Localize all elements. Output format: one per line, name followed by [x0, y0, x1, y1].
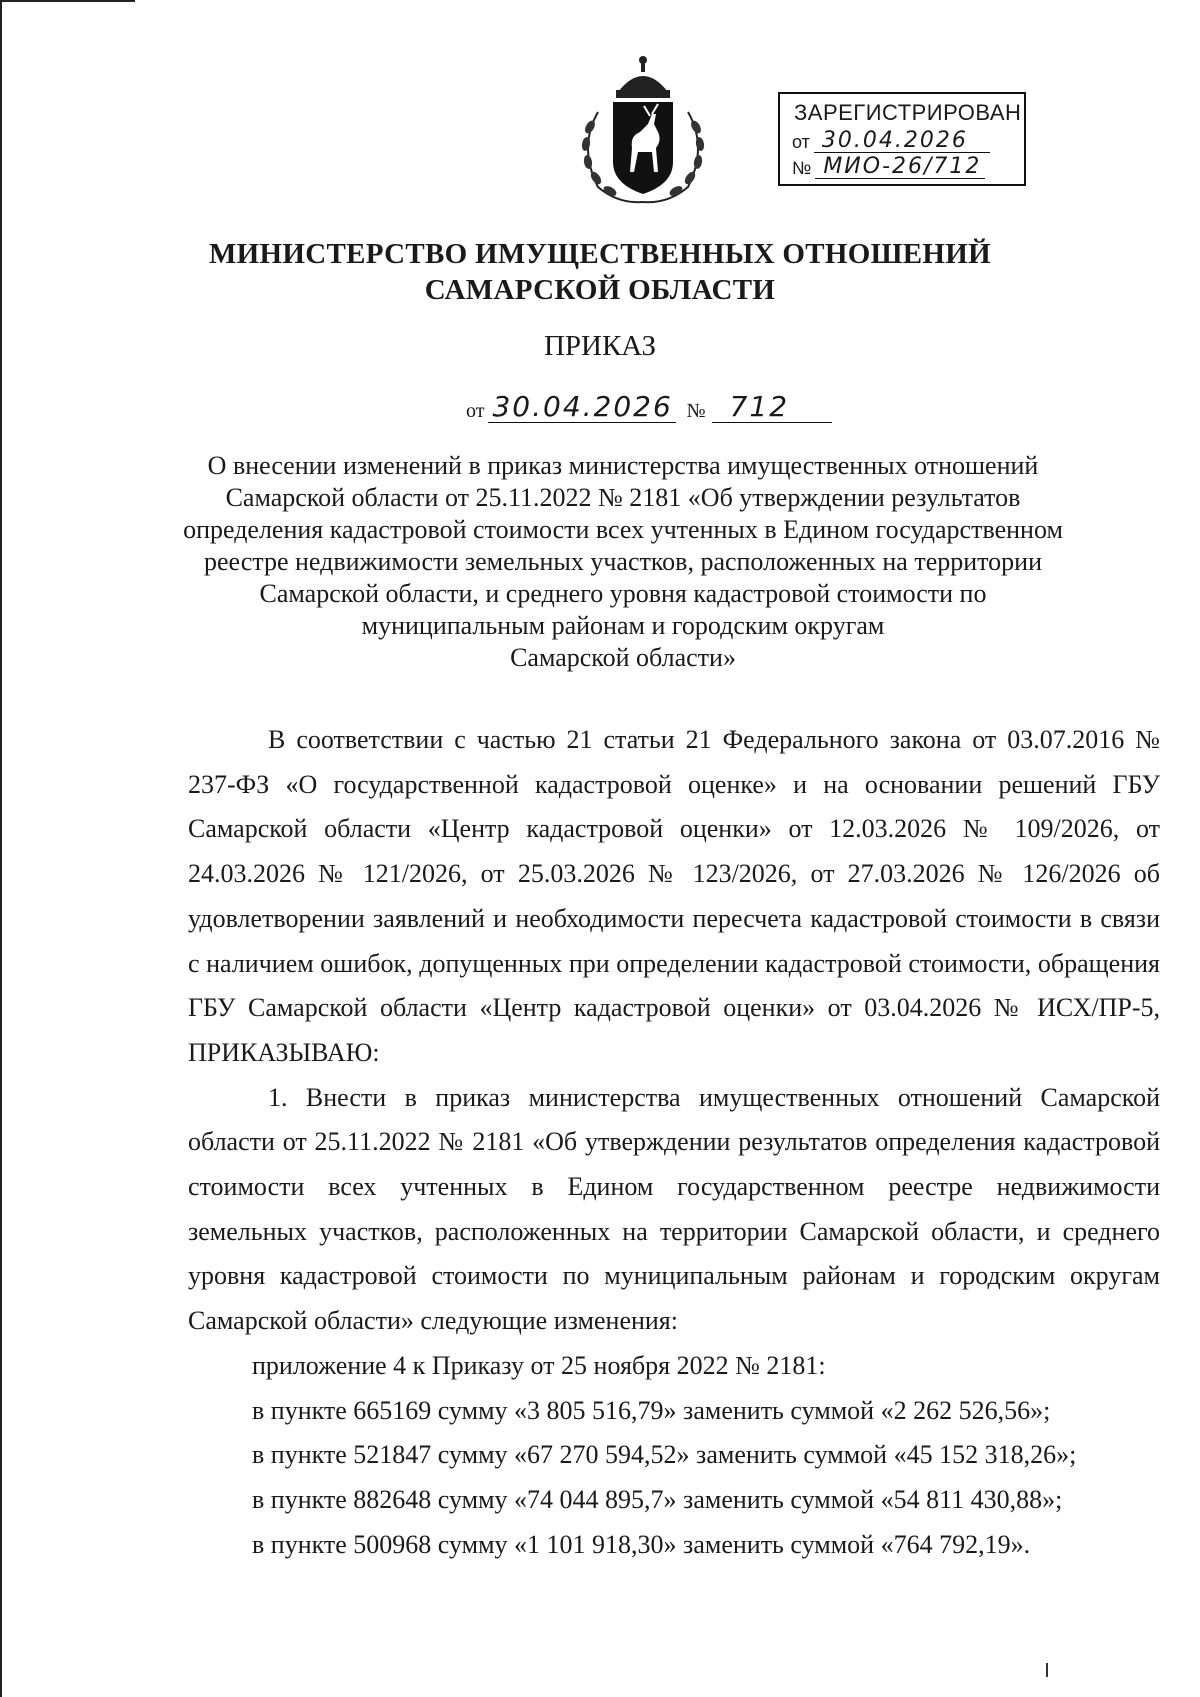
subject-line: О внесении изменений в приказ министерства имущественных отношений [207, 451, 1039, 480]
annex-line: приложение 4 к Приказу от 25 ноября 2022 № 2181: [252, 1350, 826, 1380]
stamp-number-value: МИО-26/712 [815, 156, 985, 179]
stamp-date-row [792, 130, 990, 153]
document-subject [150, 450, 1096, 674]
stamp-date-label: от [792, 132, 810, 152]
samara-coat-of-arms-icon [568, 52, 718, 210]
subject-line: Самарской области, и среднего уровня кадастровой стоимости по [259, 579, 987, 608]
subject-line: определения кадастровой стоимости всех учтенных в Едином государственном [183, 515, 1063, 544]
stamp-date-value: 30.04.2026 [814, 130, 990, 153]
order-number-prefix: № [686, 400, 706, 422]
document-body [188, 718, 1160, 1567]
change-line: в пункте 665169 сумму «3 805 516,79» заменить суммой «2 262 526,56»; [252, 1395, 1051, 1425]
order-date-value: 30.04.2026 [488, 392, 676, 423]
stamp-number-label: № [792, 158, 812, 178]
item-1-paragraph: 1. Внести в приказ министерства имущественных отношений Самарской области от 25.11.2022 № 2181 «Об утверждении результатов определения кадастровой стоимости всех учтенных в Едином государственном реестре недвижимости земельных участков, расположенных на территории Самарской области, и среднего уровня кадастровой стоимости по муниципальным районам и городским округам Самарской области» следующие изменения: [188, 1082, 1160, 1336]
ministry-line-1: МИНИСТЕРСТВО ИМУЩЕСТВЕННЫХ ОТНОШЕНИЙ [208, 238, 991, 270]
ministry-name [0, 236, 1200, 308]
order-date-prefix: от [466, 400, 485, 422]
change-line: в пункте 521847 сумму «67 270 594,52» заменить суммой «45 152 318,26»; [252, 1440, 1077, 1470]
stamp-title: ЗАРЕГИСТРИРОВАН [794, 100, 1022, 125]
ministry-line-2: САМАРСКОЙ ОБЛАСТИ [424, 274, 776, 306]
change-line: в пункте 882648 сумму «74 044 895,7» заменить суммой «54 811 430,88»; [252, 1484, 1063, 1514]
order-number-value: 712 [712, 392, 832, 423]
registration-stamp [778, 92, 1026, 186]
stamp-number-row [792, 156, 985, 179]
subject-line: Самарской области от 25.11.2022 № 2181 «Об утверждении результатов [225, 483, 1021, 512]
subject-line: реестре недвижимости земельных участков, расположенных на территории [204, 547, 1042, 576]
scan-mark [1046, 1663, 1048, 1677]
subject-line: муниципальным районам и городским округам [361, 611, 885, 640]
subject-line: Самарской области» [510, 643, 736, 672]
change-line: в пункте 500968 сумму «1 101 918,30» заменить суммой «764 792,19». [252, 1529, 1031, 1559]
order-date-number [466, 392, 832, 423]
scan-edge-top [0, 0, 135, 2]
preamble-paragraph: В соответствии с частью 21 статьи 21 Федерального закона от 03.07.2016 № 237-ФЗ «О государственной кадастровой оценке» и на основании решений ГБУ Самарской области «Центр кадастровой оценки» от 12.03.2026 № 109/2026, от 24.03.2026 № 121/2026, от 25.03.2026 № 123/2026, от 27.03.2026 № 126/2026 об удовлетворении заявлений и необходимости пересчета кадастровой стоимости в связи с наличием ошибок, допущенных при определении кадастровой стоимости, обращения ГБУ Самарской области «Центр кадастровой оценки» от 03.04.2026 № ИСХ/ПР-5, ПРИКАЗЫВАЮ: [188, 725, 1160, 1067]
document-type: ПРИКАЗ [543, 330, 657, 362]
